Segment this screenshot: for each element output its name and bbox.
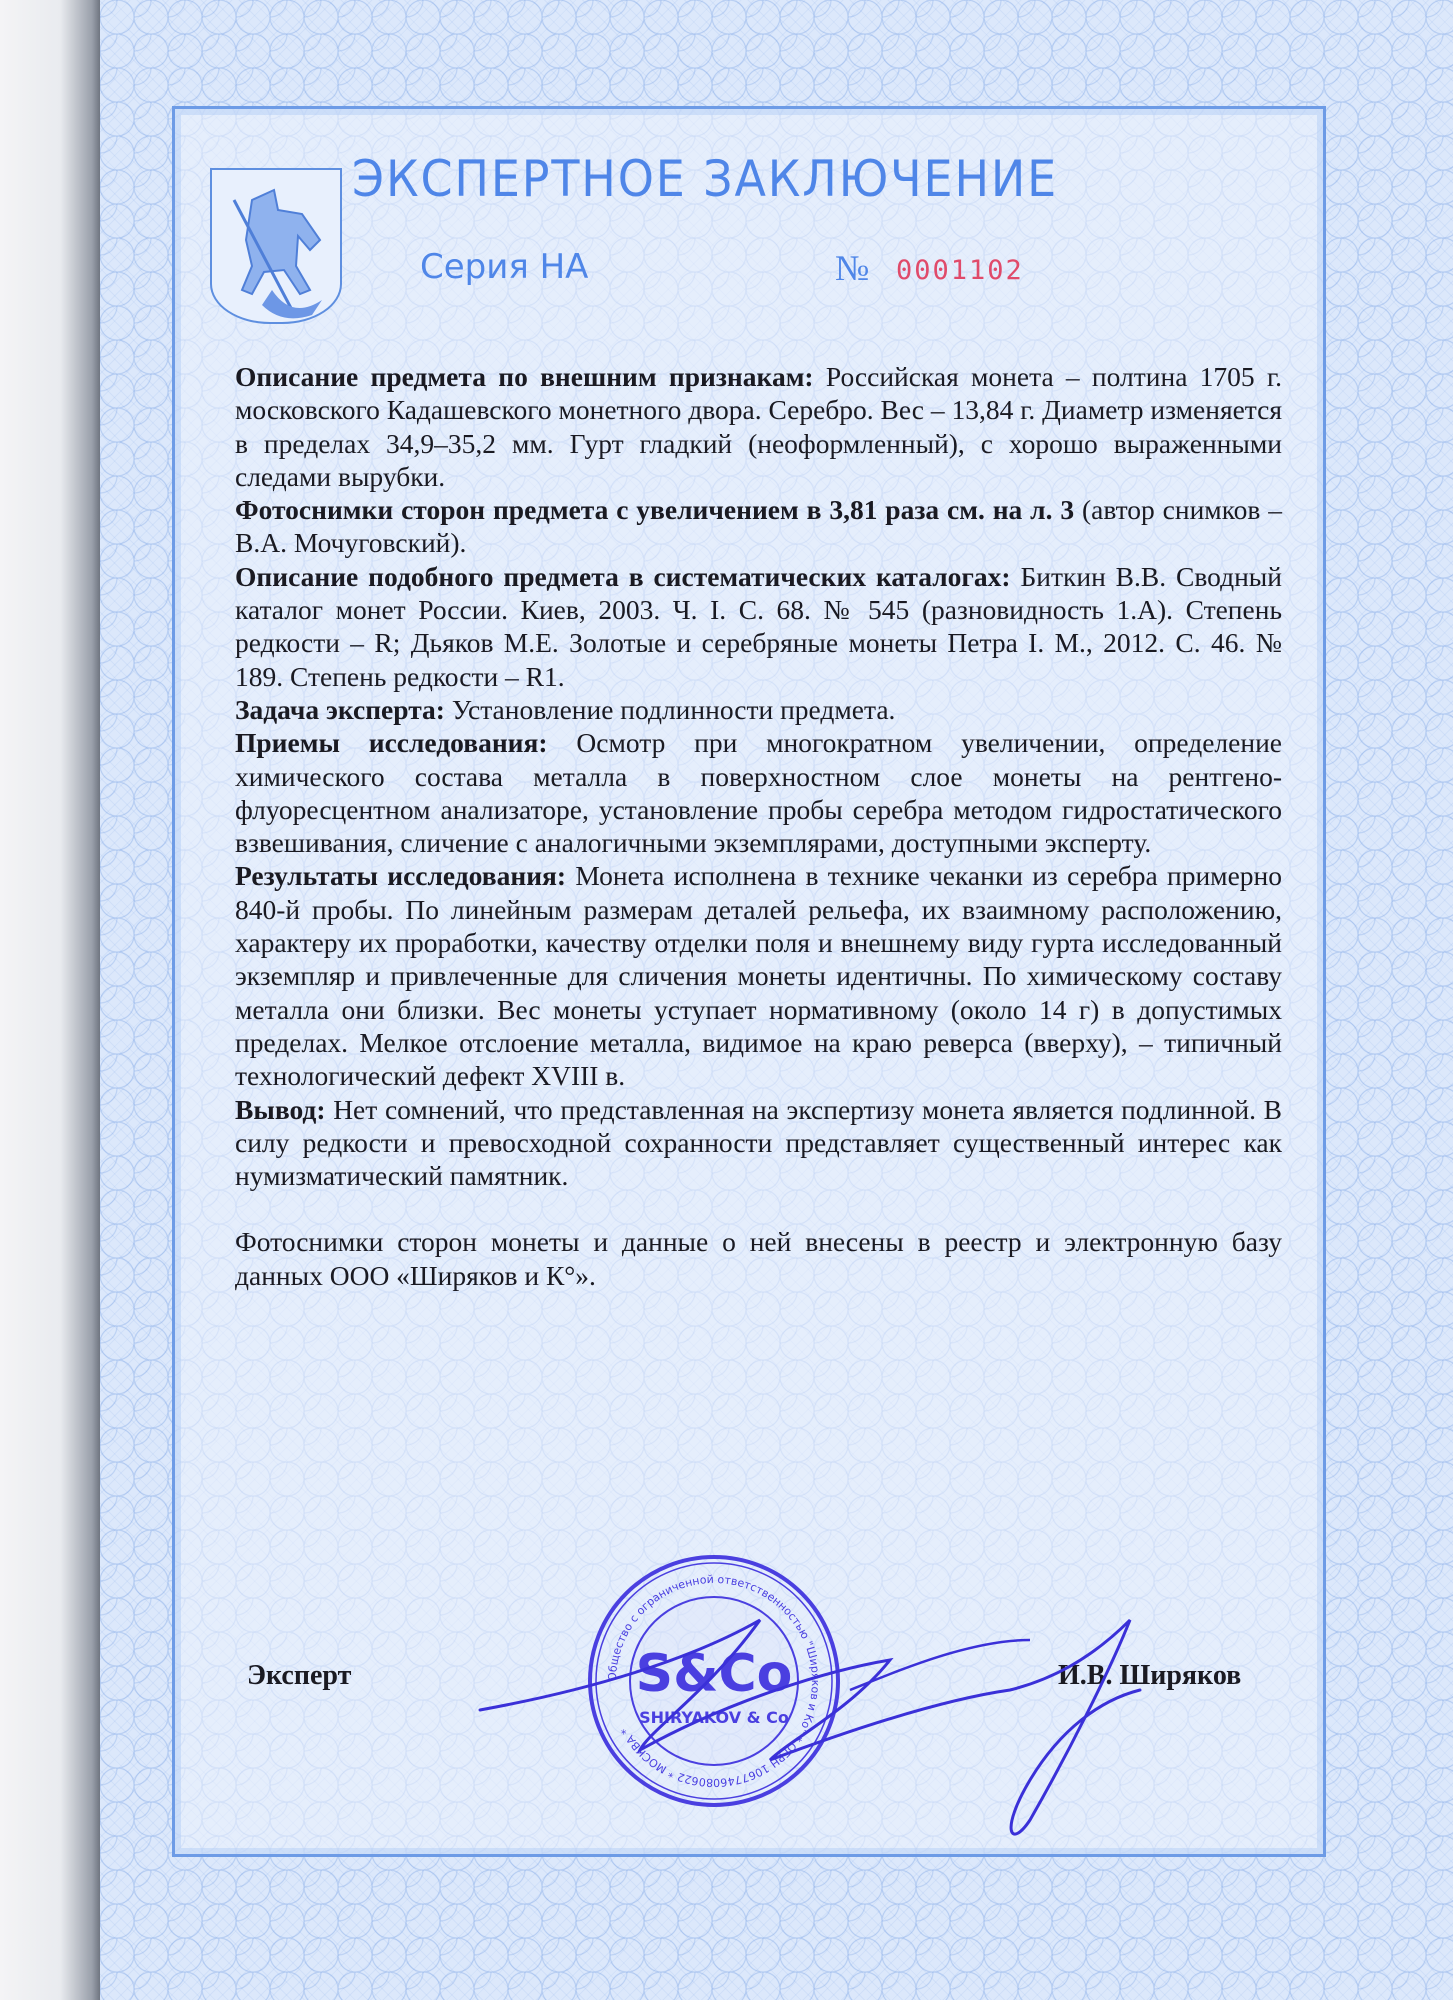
section-photos: Фотоснимки сторон предмета с увеличением в 3,81 раза см. на л. 3 (автор снимков – В.А. Мочуговский). [235,494,1283,559]
section-task: Задача эксперта: Установление подлинности предмета. [235,693,896,725]
serial-number: 0001102 [896,255,1024,286]
section-results: Результаты исследования: Монета исполнена в технике чеканки из серебра примерно 840-й пробы. По линейным размерам деталей рельефа, их взаимному расположению, характеру их проработки, качеству отделки поля и внешнему виду гурта исследованный экземпляр и привлеченные для сличения монеты идентичны. По химическому составу металла они близки. Вес монеты уступает нормативному (около 14 г) в допустимых пределах. Мелкое отслоение металла, видимое на краю реверса (вверху), – типичный технологический дефект XVIII в. [235,860,1282,1092]
spacer [235,1192,1282,1225]
moscow-coat-of-arms-emblem [210,168,342,324]
expert-label: Эксперт [247,1660,352,1691]
document-title: ЭКСПЕРТНОЕ ЗАКЛЮЧЕНИЕ [352,150,1059,208]
svg-text:S&Co: S&Co [635,1644,793,1704]
book-spine [0,0,100,2000]
section-conclusion: Вывод: Нет сомнений, что представленная на экспертизу монета является подлинной. В силу редкости и превосходной сохранности представляет существенный интерес как нумизматический памятник. [235,1093,1282,1192]
number-sign: № [835,248,870,288]
svg-text:SHIRYAKOV & Co: SHIRYAKOV & Co [639,1708,789,1727]
svg-text:Общество с ограниченной ответс: Общество с ограниченной ответственностью "Ширяков и Ко" * ОГРН 1067746080622 * МОСКВА * [605,1572,823,1790]
section-description: Описание предмета по внешним признакам: Российская монета – полтина 1705 г. московского Кадашевского монетного двора. Серебро. Вес – 13,84 г. Диаметр изменяется в пределах 34,9–35,2 мм. Гурт гладкий (неоформленный), с хорошо выраженными следами вырубки. [235,361,1283,492]
handwritten-signature [470,1580,1150,1880]
registry-note: Фотоснимки сторон монеты и данные о ней внесены в реестр и электронную базу данных ООО «Ширяков и К°». [235,1226,1282,1291]
certificate-body [235,360,1282,1292]
section-methods: Приемы исследования: Осмотр при многократном увеличении, определение химического состава металла в поверхностном слое монеты на рентгено-флуоресцентном анализаторе, установление пробы серебра методом гидростатического взвешивания, сличение с аналогичными экземплярами, доступными эксперту. [235,727,1282,859]
expert-name: И.В. Ширяков [1058,1660,1242,1691]
series-label: Серия НА [420,247,589,287]
section-catalogs: Описание подобного предмета в систематических каталогах: Биткин В.В. Сводный каталог монет России. Киев, 2003. Ч. I. С. 68. № 545 (разновидность 1.А). Степень редкости – R; Дьяков М.Е. Золотые и серебряные монеты Петра I. М., 2012. С. 46. № 189. Степень редкости – R1. [235,560,1282,692]
